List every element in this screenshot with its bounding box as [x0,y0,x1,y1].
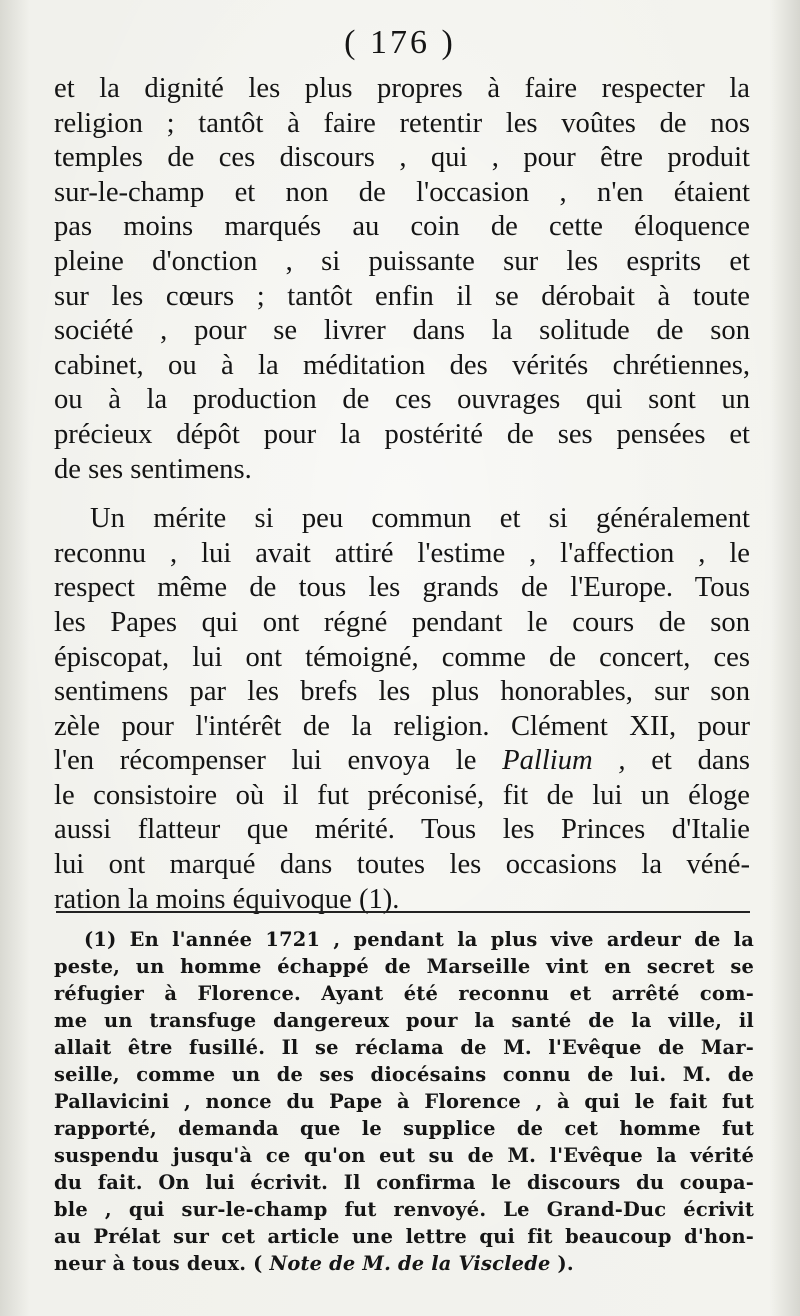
text-line: lui ont marqué dans toutes les occasions la véné- [54,849,750,881]
text-line: reconnu , lui avait attiré l'estime , l'affection , le [54,537,750,569]
footnote-line: réfugier à Florence. Ayant été reconnu et arrêté com- [54,982,754,1005]
footnote-line: peste, un homme échappé de Marseille vint en secret se [54,955,754,978]
text-segment: l'en récompenser lui envoya le [54,745,477,777]
italic-word-pallium: Pallium , [502,745,626,777]
note-attribution: Note de M. de la Visclede [269,1252,551,1275]
footnote-line: rapporté, demanda que le supplice de cet homme fut [54,1117,754,1140]
text-line: zèle pour l'intérêt de la religion. Clément XII, pour [54,710,750,742]
text-line: sentimens par les brefs les plus honorables, sur son [54,676,750,708]
footnote-line: au Prélat sur cet article une lettre qui fit beaucoup d'hon- [54,1225,754,1248]
footnote-line: allait être fusillé. Il se réclama de M. l'Evêque de Mar- [54,1036,754,1059]
footnote-line: ble , qui sur-le-champ fut renvoyé. Le Grand-Duc écrivit [54,1198,754,1221]
text-line: Un mérite si peu commun et si généralement [90,503,750,535]
text-line: ration la moins équivoque (1). [54,883,400,915]
footnote-line: (1) En l'année 1721 , pendant la plus vive ardeur de la [84,928,754,951]
text-line: religion ; tantôt à faire retentir les voûtes de nos [54,107,750,139]
footnote-divider [56,911,750,913]
text-line: de ses sentimens. [54,453,252,485]
text-line: respect même de tous les grands de l'Europe. Tous [54,572,750,604]
main-text [54,72,750,917]
text-segment: neur à tous deux. ( [54,1252,263,1275]
footnote-line: seille, comme un de ses diocésains connu de lui. M. de [54,1063,754,1086]
text-line: les Papes qui ont régné pendant le cours de son [54,606,750,638]
text-line-with-italic [54,744,750,779]
text-segment: ). [557,1252,574,1275]
footnote-line-with-attribution [54,1250,754,1277]
text-line: pleine d'onction , si puissante sur les esprits et [54,245,750,277]
text-line: temples de ces discours , qui , pour être produit [54,142,750,174]
text-line: et la dignité les plus propres à faire respecter la [54,73,750,104]
text-line: précieux dépôt pour la postérité de ses pensées et [54,418,750,450]
footnote-line: du fait. On lui écrivit. Il confirma le discours du coupa- [54,1171,754,1194]
text-line: société , pour se livrer dans la solitude de son [54,315,750,347]
text-line: épiscopat, lui ont témoigné, comme de concert, ces [54,641,750,673]
text-line: pas moins marqués au coin de cette éloquence [54,211,750,243]
footnote-line: Pallavicini , nonce du Pape à Florence , à qui le fait fut [54,1090,754,1113]
footnote-line: suspendu jusqu'à ce qu'on eut su de M. l'Evêque la vérité [54,1144,754,1167]
text-line: aussi flatteur que mérité. Tous les Princes d'Italie [54,814,750,846]
text-line: ou à la production de ces ouvrages qui sont un [54,384,750,416]
page-number: ( 176 ) [344,24,456,61]
footnote-line: me un transfuge dangereux pour la santé de la ville, il [54,1009,754,1032]
text-line: sur-le-champ et non de l'occasion , n'en étaient [54,176,750,208]
text-line: cabinet, ou à la méditation des vérités chrétiennes, [54,349,750,381]
paragraph-gap [54,487,750,502]
text-segment: et dans [651,745,750,777]
text-line: le consistoire où il fut préconisé, fit de lui un éloge [54,779,750,811]
text-line: sur les cœurs ; tantôt enfin il se dérobait à toute [54,280,750,312]
footnote [54,926,754,1277]
